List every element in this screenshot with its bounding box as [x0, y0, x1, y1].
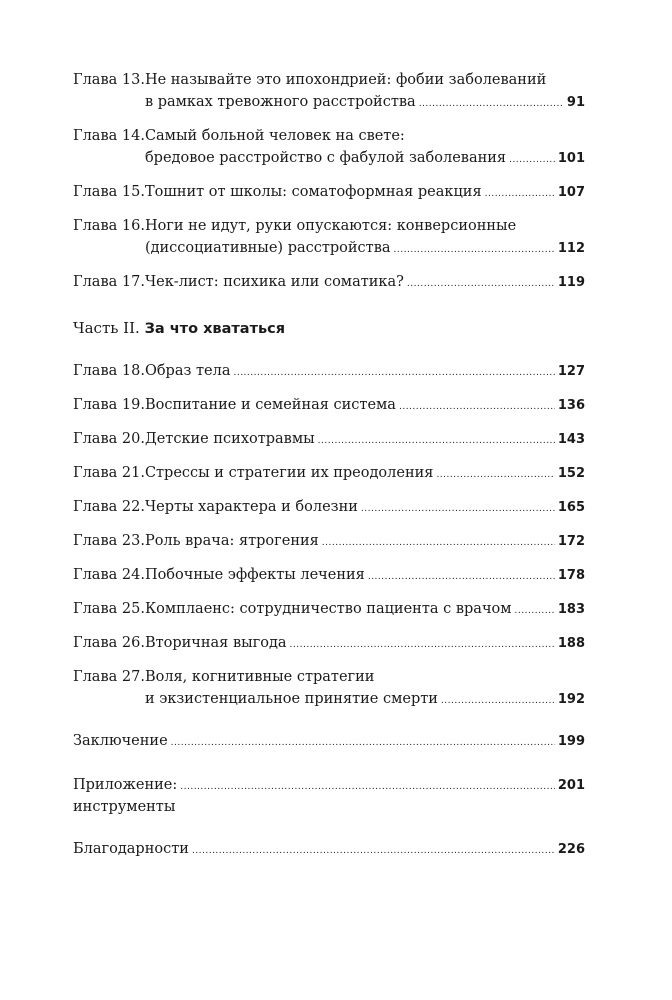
- chapter-title-text: Самый больной человек на свете:: [144, 128, 405, 144]
- chapter-title-text: Тошнит от школы: соматоформная реакция: [144, 184, 482, 200]
- toc-entry: [73, 598, 585, 622]
- chapter-label: Глава 24.: [73, 567, 145, 583]
- toc-entry: [73, 428, 585, 452]
- dot-leader: [192, 840, 555, 862]
- page-number: 136: [557, 398, 585, 413]
- dot-leader: [368, 566, 555, 588]
- back-matter-entry: [73, 838, 585, 862]
- chapter-title: [145, 181, 585, 205]
- dot-leader: [322, 532, 555, 554]
- toc-entry: [73, 530, 585, 554]
- dot-leader: [399, 396, 555, 418]
- table-of-contents: [73, 69, 585, 882]
- chapter-label: Глава 14.: [73, 128, 145, 144]
- chapter-title-line: [145, 632, 585, 656]
- chapter-label: Глава 18.: [73, 363, 145, 379]
- chapter-title-text: Роль врача: ятрогения: [144, 533, 319, 549]
- dot-leader: [233, 362, 554, 384]
- toc-entry: [73, 394, 585, 418]
- page-number: 172: [557, 534, 585, 549]
- page-number: 152: [557, 466, 585, 481]
- toc-entry: [73, 632, 585, 656]
- chapter-title-line: [145, 69, 585, 91]
- page-number: 183: [557, 602, 585, 617]
- toc-entry: [73, 215, 585, 261]
- chapter-title-text: Комплаенс: сотрудничество пациента с врачом: [144, 601, 512, 617]
- chapter-title: [145, 530, 585, 554]
- dot-leader: [318, 430, 555, 452]
- back-matter-title: Благодарности: [73, 841, 189, 857]
- chapter-title-line: [145, 91, 585, 115]
- part-title: За что хвататься: [144, 321, 286, 337]
- chapter-title: [145, 598, 585, 622]
- chapter-title: [145, 271, 585, 295]
- page-number: 165: [557, 500, 585, 515]
- chapter-title-text: Вторичная выгода: [144, 635, 287, 651]
- dot-leader: [485, 183, 555, 205]
- chapter-label: Глава 23.: [73, 533, 145, 549]
- chapter-title-text: Побочные эффекты лечения: [144, 567, 365, 583]
- toc-entry: [73, 462, 585, 486]
- chapter-title: [145, 69, 585, 115]
- chapter-title-line: [145, 598, 585, 622]
- toc-entry: [73, 496, 585, 520]
- chapter-label: Глава 17.: [73, 274, 145, 290]
- dot-leader: [509, 149, 555, 171]
- chapter-label: Глава 27.: [73, 669, 145, 685]
- page-number: 201: [557, 778, 585, 793]
- chapter-title-text: Чек-лист: психика или соматика?: [144, 274, 404, 290]
- chapter-title: [145, 564, 585, 588]
- page-number: 101: [557, 151, 585, 166]
- chapter-title-line: [145, 147, 585, 171]
- toc-entry: [73, 125, 585, 171]
- part-heading: [73, 317, 585, 340]
- chapter-title: [145, 394, 585, 418]
- chapter-title: [145, 666, 585, 712]
- page-number: 178: [557, 568, 585, 583]
- dot-leader: [419, 93, 564, 115]
- toc-entry: [73, 181, 585, 205]
- back-matter-entry: [73, 730, 585, 754]
- chapter-title-line: [145, 428, 585, 452]
- chapter-title: [145, 462, 585, 486]
- toc-entry: [73, 360, 585, 384]
- chapter-title-text: (диссоциативные) расстройства: [144, 240, 391, 256]
- chapter-title-text: Ноги не идут, руки опускаются: конверсионные: [144, 218, 517, 234]
- chapter-title-line: [145, 564, 585, 588]
- part2-chapter-list: [73, 360, 585, 712]
- dot-leader: [515, 600, 555, 622]
- chapter-title-line: [145, 360, 585, 384]
- chapter-title-text: бредовое расстройство с фабулой заболевания: [144, 150, 507, 166]
- dot-leader: [180, 776, 555, 798]
- chapter-title-line: [145, 215, 585, 237]
- chapter-title-text: и экзистенциальное принятие смерти: [144, 691, 438, 707]
- chapter-label: Глава 19.: [73, 397, 145, 413]
- chapter-title-text: Детские психотравмы: [144, 431, 315, 447]
- chapter-title-line: [145, 181, 585, 205]
- chapter-label: Глава 15.: [73, 184, 145, 200]
- chapter-title-text: Образ тела: [144, 363, 231, 379]
- chapter-label: Глава 21.: [73, 465, 145, 481]
- page-number: 127: [557, 364, 585, 379]
- back-matter-title: Приложение: инструменты: [73, 777, 178, 815]
- chapter-title-line: [145, 688, 585, 712]
- chapter-label: Глава 22.: [73, 499, 145, 515]
- dot-leader: [394, 239, 555, 261]
- chapter-title-text: Не называйте это ипохондрией: фобии заболеваний: [144, 72, 547, 88]
- dot-leader: [290, 634, 555, 656]
- chapter-title: [145, 496, 585, 520]
- chapter-title-text: Стрессы и стратегии их преодоления: [144, 465, 434, 481]
- page-number: 91: [566, 95, 585, 110]
- page-number: 188: [557, 636, 585, 651]
- dot-leader: [361, 498, 555, 520]
- chapter-title-line: [145, 271, 585, 295]
- part1-chapter-list: [73, 69, 585, 295]
- page-number: 107: [557, 185, 585, 200]
- chapter-title-line: [145, 462, 585, 486]
- chapter-title: [145, 428, 585, 452]
- chapter-title: [145, 125, 585, 171]
- chapter-title: [145, 215, 585, 261]
- chapter-title-text: Черты характера и болезни: [144, 499, 358, 515]
- dot-leader: [171, 732, 555, 754]
- dot-leader: [436, 464, 554, 486]
- back-matter-entry: [73, 774, 585, 818]
- chapter-title-line: [145, 666, 585, 688]
- chapter-title: [145, 360, 585, 384]
- toc-entry: [73, 564, 585, 588]
- chapter-label: Глава 13.: [73, 72, 145, 88]
- page-number: 199: [557, 734, 585, 749]
- toc-entry: [73, 271, 585, 295]
- chapter-title-line: [145, 496, 585, 520]
- chapter-title-line: [145, 237, 585, 261]
- page-number: 226: [557, 842, 585, 857]
- part-label: Часть II.: [73, 319, 140, 337]
- dot-leader: [407, 273, 555, 295]
- toc-entry: [73, 666, 585, 712]
- chapter-title-text: Воспитание и семейная система: [144, 397, 396, 413]
- page-number: 143: [557, 432, 585, 447]
- back-matter-title: Заключение: [73, 733, 168, 749]
- back-matter-list: [73, 730, 585, 862]
- page-number: 112: [557, 241, 585, 256]
- chapter-label: Глава 20.: [73, 431, 145, 447]
- chapter-label: Глава 25.: [73, 601, 145, 617]
- page-number: 119: [557, 275, 585, 290]
- chapter-title-text: Воля, когнитивные стратегии: [144, 669, 375, 685]
- chapter-title-line: [145, 530, 585, 554]
- toc-entry: [73, 69, 585, 115]
- dot-leader: [441, 690, 555, 712]
- chapter-label: Глава 16.: [73, 218, 145, 234]
- chapter-label: Глава 26.: [73, 635, 145, 651]
- chapter-title-text: в рамках тревожного расстройства: [144, 94, 416, 110]
- chapter-title-line: [145, 125, 585, 147]
- chapter-title-line: [145, 394, 585, 418]
- page-number: 192: [557, 692, 585, 707]
- chapter-title: [145, 632, 585, 656]
